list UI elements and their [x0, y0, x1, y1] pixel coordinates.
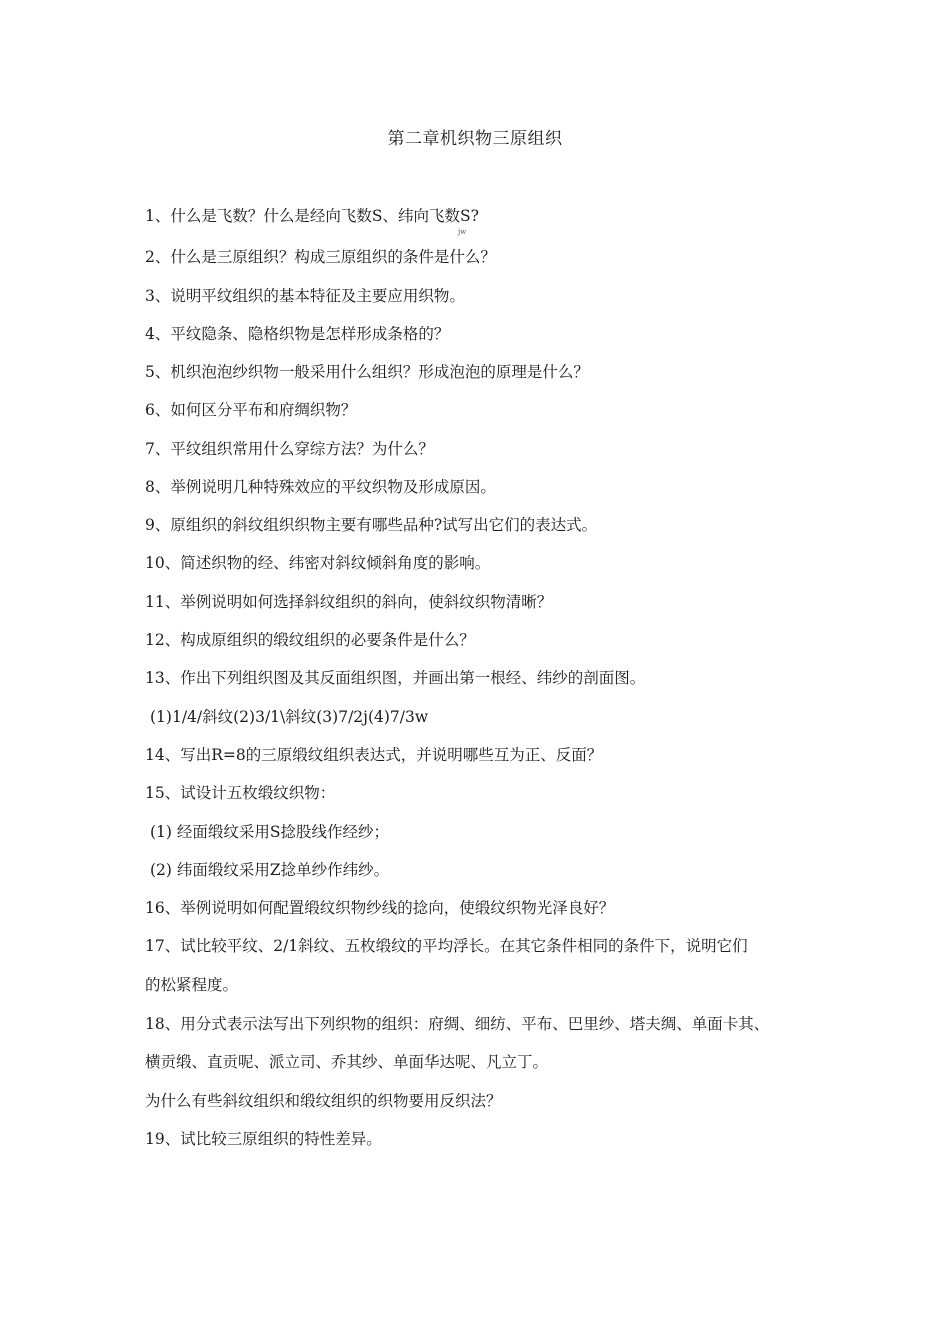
question-17-line-2: 的松紧程度。 [145, 976, 239, 994]
question-19: 19、试比较三原组织的特性差异。 [145, 1130, 382, 1148]
page-title: 第二章机织物三原组织 [387, 129, 563, 149]
question-13-items: (1)1/4/斜纹(2)3/1\斜纹(3)7/2j(4)7/3w [150, 708, 429, 726]
question-10: 10、简述织物的经、纬密对斜纹倾斜角度的影响。 [145, 554, 491, 572]
question-15-item-1: (1) 经面缎纹采用S捻股线作经纱； [150, 823, 390, 841]
question-15-item-2: (2) 纬面缎纹采用Z捻单纱作纬纱。 [150, 861, 390, 879]
question-2: 2、什么是三原组织？构成三原组织的条件是什么？ [145, 248, 496, 266]
question-11: 11、举例说明如何选择斜纹组织的斜向，使斜纹织物清晰？ [145, 593, 553, 611]
question-3: 3、说明平纹组织的基本特征及主要应用织物。 [145, 287, 465, 305]
question-6: 6、如何区分平布和府绸织物？ [145, 401, 357, 419]
question-13: 13、作出下列组织图及其反面组织图，并画出第一根经、纬纱的剖面图。 [145, 669, 646, 687]
question-1: 1、什么是飞数？什么是经向飞数S、纬向飞数S? [145, 207, 479, 225]
question-17-line-1: 17、试比较平纹、2/1斜纹、五枚缎纹的平均浮长。在其它条件相同的条件下，说明它们 [145, 937, 748, 955]
question-16: 16、举例说明如何配置缎纹织物纱线的捻向，使缎纹织物光泽良好？ [145, 899, 615, 917]
question-18-line-3: 为什么有些斜纹组织和缎纹组织的织物要用反织法？ [145, 1092, 502, 1110]
question-12: 12、构成原组织的缎纹组织的必要条件是什么？ [145, 631, 475, 649]
question-18-line-1: 18、用分式表示法写出下列织物的组织：府绸、细纺、平布、巴里纱、塔夫绸、单面卡其、 [145, 1015, 770, 1033]
question-5: 5、机织泡泡纱织物一般采用什么组织？形成泡泡的原理是什么？ [145, 363, 589, 381]
question-8: 8、举例说明几种特殊效应的平纹织物及形成原因。 [145, 478, 496, 496]
question-9: 9、原组织的斜纹组织织物主要有哪些品种?试写出它们的表达式。 [145, 516, 598, 534]
question-1-subscript: jw [458, 228, 467, 236]
question-15: 15、试设计五枚缎纹织物： [145, 784, 336, 802]
question-14: 14、写出R=8的三原缎纹组织表达式，并说明哪些互为正、反面？ [145, 746, 603, 764]
question-7: 7、平纹组织常用什么穿综方法？为什么？ [145, 440, 434, 458]
question-18-line-2: 横贡缎、直贡呢、派立司、乔其纱、单面华达呢、凡立丁。 [145, 1053, 549, 1071]
question-4: 4、平纹隐条、隐格织物是怎样形成条格的？ [145, 325, 450, 343]
